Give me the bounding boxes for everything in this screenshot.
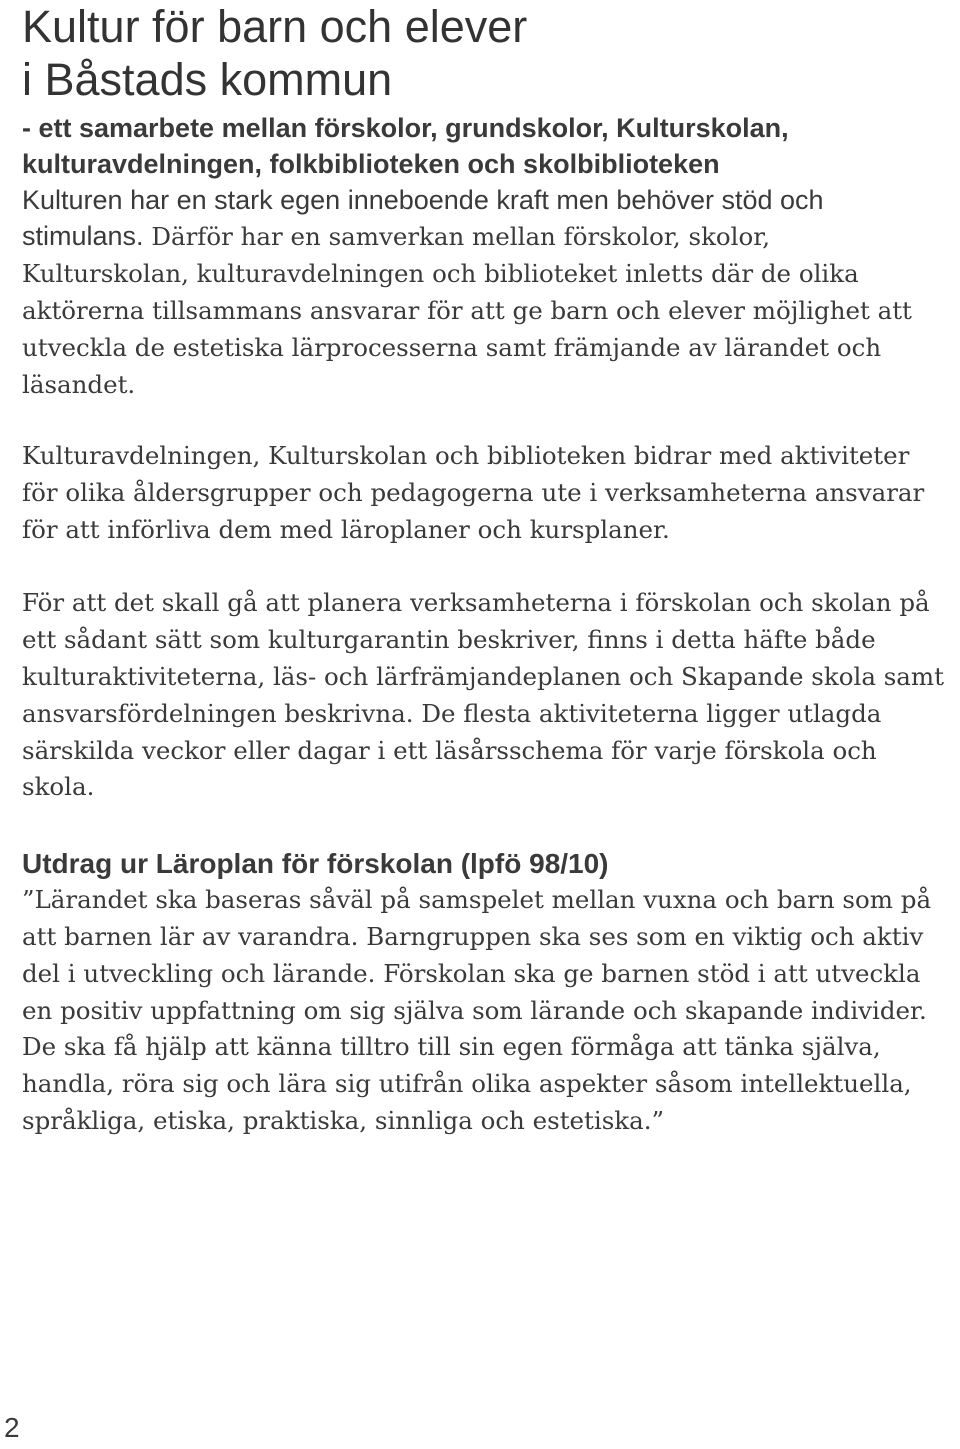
intro-paragraph — [22, 182, 944, 403]
paragraph-activities: Kulturavdelningen, Kulturskolan och biblioteken bidrar med aktiviteter för olika åldersgrupper och pedagogerna ute i verksamheterna ansvarar för att införliva dem med läroplaner och kursplaner. — [22, 441, 925, 544]
document-subtitle: - ett samarbete mellan förskolor, grundskolor, Kulturskolan, kulturavdelningen, folkbiblioteken och skolbiblioteken — [22, 113, 789, 179]
curriculum-quote: ”Lärandet ska baseras såväl på samspelet mellan vuxna och barn som på att barnen lär av varandra. Barngruppen ska ses som en viktig och aktiv del i utveckling och lärande. Förskolan ska ge barnen stöd i att utveckla en positiv uppfattning om sig själva som lärande och skapande individer. De ska få hjälp att känna tilltro till sin egen förmåga att tänka själva, handla, röra sig och lära sig utifrån olika aspekter såsom intellektuella, språkliga, etiska, praktiska, sinnliga och estetiska.” — [22, 885, 932, 1135]
paragraph-planning: För att det skall gå att planera verksamheterna i förskolan och skolan på ett sådant sätt som kulturgarantin beskriver, finns i detta häfte både kulturaktiviteterna, läs- och lärfrämjandeplanen och Skapande skola samt ansvarsfördelningen beskrivna. De flesta aktiviteterna ligger utlagda särskilda veckor eller dagar i ett läsårsschema för varje förskola och skola. — [22, 588, 944, 802]
document-title — [22, 0, 944, 106]
title-line-1: Kultur för barn och elever — [22, 1, 528, 52]
page-number: 2 — [4, 1412, 20, 1443]
title-line-2: i Båstads kommun — [22, 54, 393, 105]
section-heading-curriculum: Utdrag ur Läroplan för förskolan (lpfö 98/10) — [22, 848, 609, 880]
document-page — [22, 0, 944, 1140]
intro-lead: Kulturen har en stark egen inneboende kraft men behöver stöd och stimulans. — [22, 185, 824, 251]
intro-rest: Därför har en samverkan mellan förskolor, skolor, Kulturskolan, kulturavdelningen och biblioteket inletts där de olika aktörerna tillsammans ansvarar för att ge barn och elever möjlighet att utveckla de estetiska lärprocesserna samt främjande av lärandet och läsandet. — [22, 222, 912, 399]
